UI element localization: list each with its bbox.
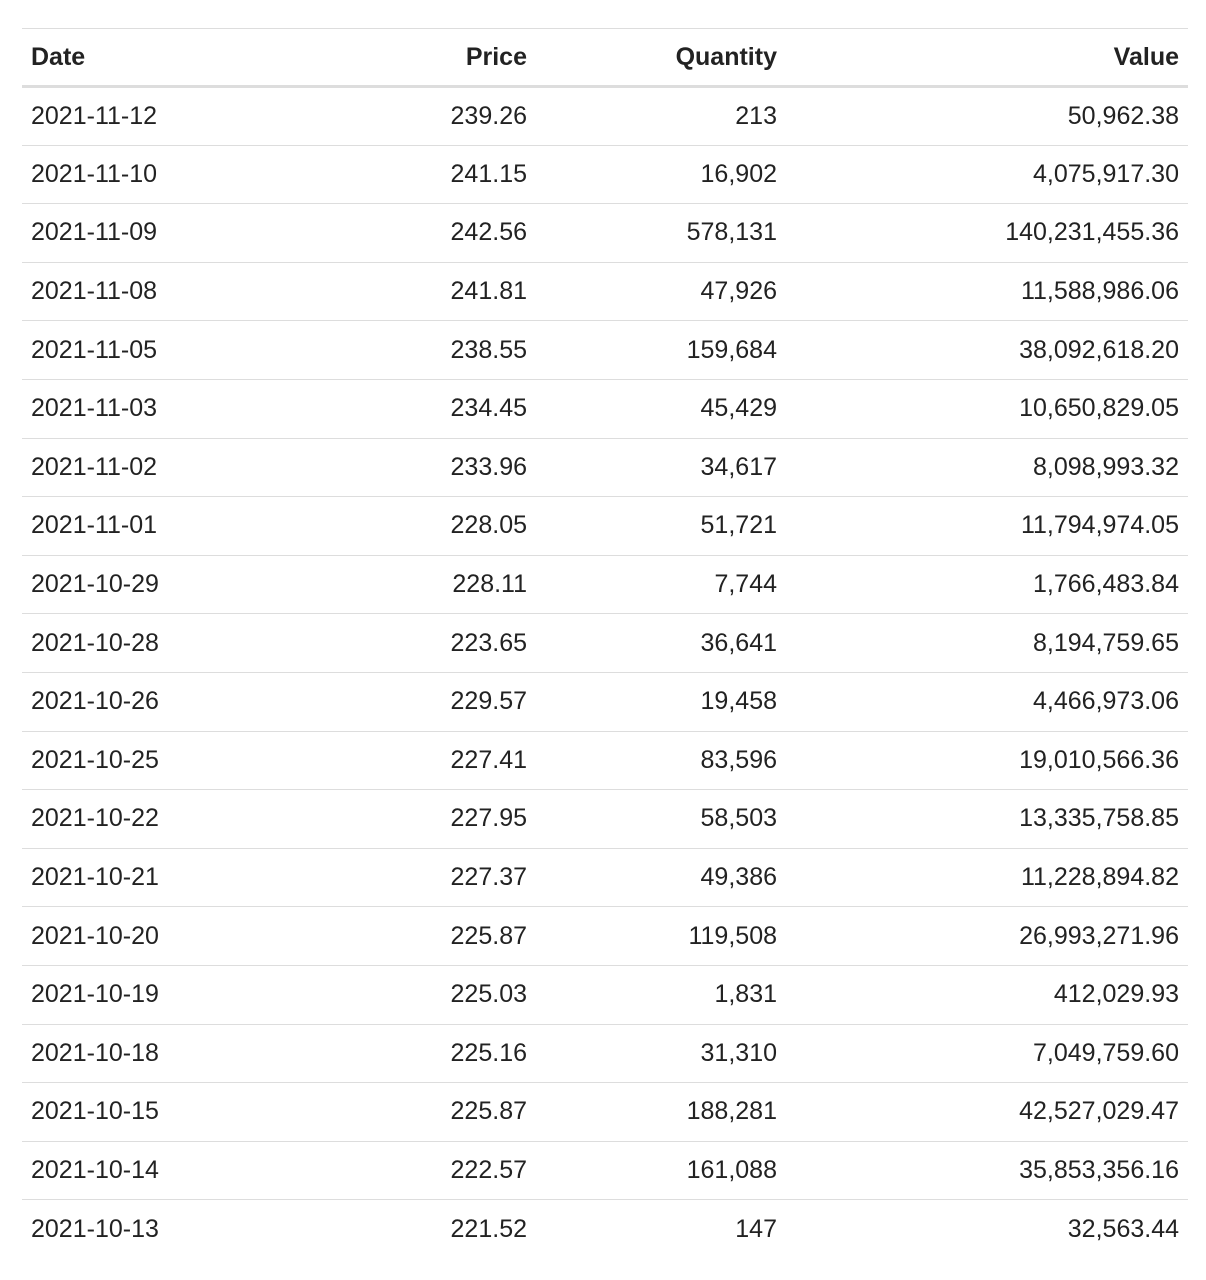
cell-value: 4,466,973.06 [1033, 687, 1179, 716]
table-row [22, 497, 1188, 556]
cell-value: 140,231,455.36 [1005, 218, 1179, 247]
cell-date: 2021-10-20 [31, 921, 159, 950]
cell-price: 225.16 [450, 1038, 527, 1067]
cell-date: 2021-10-22 [31, 804, 159, 833]
cell-quantity: 161,088 [686, 1155, 777, 1184]
cell-price: 227.95 [450, 804, 527, 833]
cell-quantity: 19,458 [700, 687, 777, 716]
cell-value: 10,650,829.05 [1019, 394, 1179, 423]
cell-value: 1,766,483.84 [1033, 570, 1179, 599]
cell-price: 229.57 [450, 687, 527, 716]
cell-value: 412,029.93 [1053, 980, 1179, 1009]
cell-price: 228.11 [452, 570, 527, 599]
table-row [22, 848, 1188, 907]
cell-date: 2021-10-29 [31, 570, 159, 599]
cell-date: 2021-10-18 [31, 1038, 159, 1067]
cell-date: 2021-10-19 [31, 980, 159, 1009]
table-row [22, 145, 1188, 204]
cell-quantity: 31,310 [700, 1038, 777, 1067]
cell-value: 50,962.38 [1067, 101, 1179, 130]
cell-quantity: 83,596 [700, 745, 777, 774]
cell-quantity: 147 [735, 1214, 777, 1243]
cell-date: 2021-11-03 [31, 394, 158, 423]
table-row [22, 790, 1188, 849]
cell-quantity: 47,926 [700, 277, 777, 306]
cell-date: 2021-10-15 [31, 1097, 159, 1126]
cell-quantity: 16,902 [700, 159, 777, 188]
table-row [22, 1024, 1188, 1083]
cell-value: 4,075,917.30 [1033, 159, 1179, 188]
cell-quantity: 51,721 [700, 511, 777, 540]
cell-date: 2021-11-05 [31, 335, 158, 364]
cell-price: 221.52 [450, 1214, 527, 1243]
cell-value: 11,794,974.05 [1020, 511, 1179, 540]
trade-history-table [22, 28, 1188, 1258]
cell-price: 225.87 [450, 921, 527, 950]
cell-price: 223.65 [450, 628, 527, 657]
cell-value: 7,049,759.60 [1033, 1038, 1179, 1067]
cell-quantity: 58,503 [700, 804, 777, 833]
table-row [22, 262, 1188, 321]
table-row [22, 204, 1188, 263]
cell-value: 11,228,894.82 [1020, 863, 1179, 892]
trade-history-table-container [22, 28, 1188, 1258]
table-row [22, 1200, 1188, 1259]
column-header-date: Date [22, 29, 286, 87]
table-row [22, 672, 1188, 731]
cell-price: 225.03 [450, 980, 527, 1009]
cell-quantity: 7,744 [714, 570, 777, 599]
cell-date: 2021-11-08 [31, 277, 158, 306]
cell-quantity: 36,641 [700, 628, 777, 657]
cell-date: 2021-11-10 [31, 159, 158, 188]
cell-date: 2021-11-09 [31, 218, 158, 247]
cell-price: 228.05 [450, 511, 527, 540]
table-body [22, 87, 1188, 1259]
table-row [22, 731, 1188, 790]
cell-price: 239.26 [450, 101, 527, 130]
table-row [22, 614, 1188, 673]
cell-date: 2021-10-13 [31, 1214, 159, 1243]
cell-date: 2021-11-01 [31, 511, 158, 540]
cell-quantity: 188,281 [686, 1097, 777, 1126]
cell-date: 2021-11-02 [31, 452, 158, 481]
cell-value: 35,853,356.16 [1019, 1155, 1179, 1184]
column-header-value: Value [786, 29, 1188, 87]
cell-date: 2021-11-12 [31, 101, 158, 130]
table-row [22, 379, 1188, 438]
cell-price: 238.55 [450, 335, 527, 364]
cell-price: 234.45 [450, 394, 527, 423]
cell-value: 13,335,758.85 [1019, 804, 1179, 833]
cell-price: 227.37 [450, 863, 527, 892]
table-row [22, 555, 1188, 614]
cell-quantity: 34,617 [700, 452, 777, 481]
table-row [22, 1141, 1188, 1200]
cell-date: 2021-10-28 [31, 628, 159, 657]
cell-price: 227.41 [450, 745, 527, 774]
cell-date: 2021-10-21 [31, 863, 159, 892]
cell-price: 241.81 [450, 277, 527, 306]
table-row [22, 1083, 1188, 1142]
cell-date: 2021-10-26 [31, 687, 159, 716]
cell-quantity: 49,386 [700, 863, 777, 892]
table-row [22, 321, 1188, 380]
cell-price: 241.15 [450, 159, 527, 188]
cell-value: 8,098,993.32 [1033, 452, 1179, 481]
cell-date: 2021-10-25 [31, 745, 159, 774]
cell-quantity: 578,131 [686, 218, 777, 247]
cell-date: 2021-10-14 [31, 1155, 159, 1184]
cell-quantity: 119,508 [688, 921, 777, 950]
column-header-quantity: Quantity [536, 29, 786, 87]
cell-value: 11,588,986.06 [1020, 277, 1179, 306]
cell-price: 233.96 [450, 452, 527, 481]
cell-price: 225.87 [450, 1097, 527, 1126]
table-row [22, 907, 1188, 966]
cell-value: 42,527,029.47 [1019, 1097, 1179, 1126]
cell-price: 222.57 [450, 1155, 527, 1184]
table-row [22, 87, 1188, 146]
cell-value: 38,092,618.20 [1019, 335, 1179, 364]
cell-value: 26,993,271.96 [1019, 921, 1179, 950]
header-row [22, 29, 1188, 87]
cell-value: 19,010,566.36 [1019, 745, 1179, 774]
cell-value: 8,194,759.65 [1033, 628, 1179, 657]
cell-value: 32,563.44 [1067, 1214, 1179, 1243]
cell-quantity: 213 [735, 101, 777, 130]
cell-quantity: 1,831 [714, 980, 777, 1009]
table-row [22, 965, 1188, 1024]
table-header [22, 29, 1188, 87]
column-header-price: Price [286, 29, 536, 87]
cell-quantity: 45,429 [700, 394, 777, 423]
cell-quantity: 159,684 [686, 335, 777, 364]
table-row [22, 438, 1188, 497]
cell-price: 242.56 [450, 218, 527, 247]
